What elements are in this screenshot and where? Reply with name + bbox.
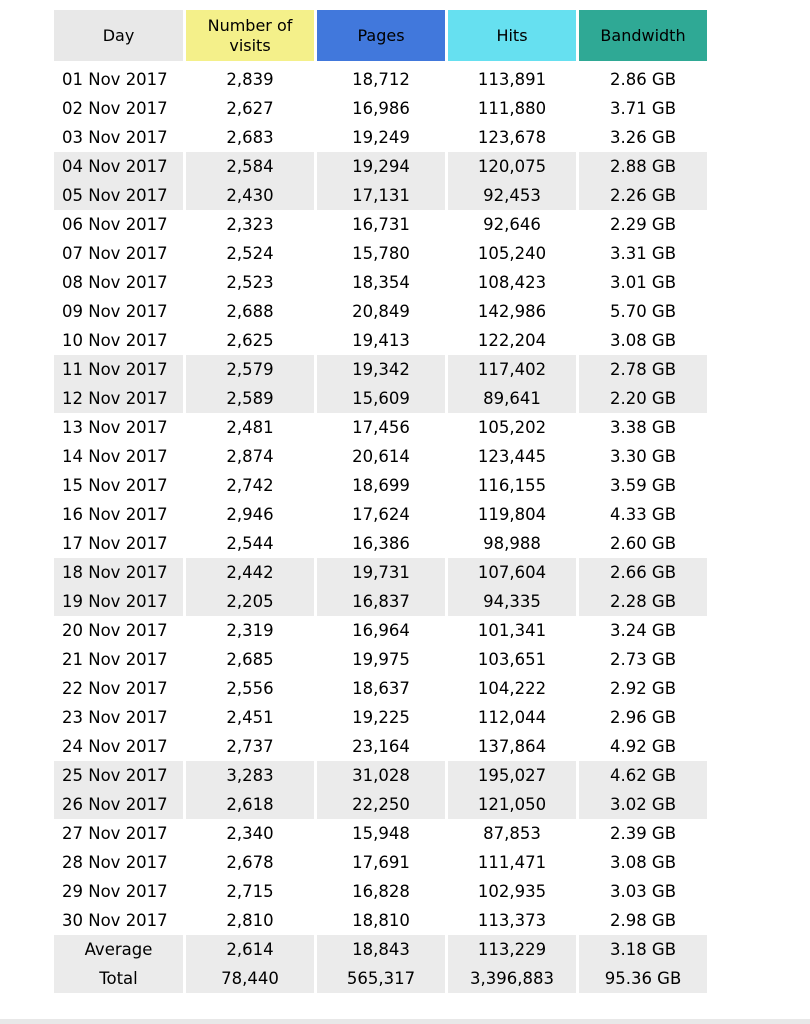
cell-pages: 19,342 [317,355,445,384]
cell-hits: 112,044 [477,708,547,727]
cell-day: 01 Nov 2017 [62,70,168,89]
table-row [54,674,707,703]
cell-visits: 2,556 [226,679,274,698]
table-row [54,471,707,500]
cell-pages: 17,131 [317,181,445,210]
cell-visits: 2,442 [186,558,314,587]
cell-visits: 2,946 [226,505,274,524]
cell-hits: 121,050 [448,790,576,819]
cell-visits: 2,685 [226,650,274,669]
cell-bandwidth: 4.62 GB [579,761,707,790]
cell-bandwidth: 3.71 GB [609,99,677,118]
cell-bandwidth: 2.73 GB [609,650,677,669]
cell-visits: 2,614 [186,935,314,964]
table-row [54,558,707,587]
cell-pages: 18,843 [317,935,445,964]
cell-pages: 19,413 [352,331,410,350]
cell-day: 27 Nov 2017 [62,824,168,843]
cell-hits: 111,471 [477,853,547,872]
cell-hits: 92,646 [483,215,541,234]
cell-visits: 2,589 [186,384,314,413]
cell-hits: 142,986 [477,302,547,321]
cell-hits: 195,027 [448,761,576,790]
cell-day: 06 Nov 2017 [62,215,168,234]
cell-visits: 2,678 [226,853,274,872]
cell-day: 03 Nov 2017 [62,128,168,147]
table-row [54,442,707,471]
cell-bandwidth: 3.03 GB [609,882,677,901]
cell-hits: 105,202 [477,418,547,437]
cell-pages: 17,624 [352,505,410,524]
cell-pages: 18,712 [352,70,410,89]
cell-visits: 2,627 [226,99,274,118]
cell-pages: 16,986 [352,99,410,118]
cell-bandwidth: 3.30 GB [609,447,677,466]
table-row [54,413,707,442]
cell-pages: 17,691 [352,853,410,872]
cell-hits: 3,396,883 [448,964,576,993]
table-row [54,355,707,384]
column-header-day: Day [54,10,183,65]
cell-hits: 108,423 [477,273,547,292]
table-row [54,587,707,616]
cell-pages: 17,456 [352,418,410,437]
cell-pages: 22,250 [317,790,445,819]
cell-bandwidth: 3.08 GB [609,331,677,350]
cell-visits: 2,584 [186,152,314,181]
table-row [54,761,707,790]
table-row [54,384,707,413]
cell-day: 04 Nov 2017 [54,152,183,181]
header-row [54,10,707,65]
cell-bandwidth: 2.66 GB [579,558,707,587]
cell-bandwidth: 2.88 GB [579,152,707,181]
cell-bandwidth: 2.92 GB [609,679,677,698]
cell-hits: 87,853 [483,824,541,843]
cell-bandwidth: 95.36 GB [579,964,707,993]
cell-visits: 2,544 [226,534,274,553]
cell-visits: 2,323 [226,215,274,234]
cell-bandwidth: 3.24 GB [609,621,677,640]
cell-visits: 2,742 [226,476,274,495]
cell-bandwidth: 3.59 GB [609,476,677,495]
cell-visits: 3,283 [186,761,314,790]
cell-pages: 19,249 [352,128,410,147]
table-row [54,65,707,94]
cell-visits: 2,451 [226,708,274,727]
cell-bandwidth: 3.02 GB [579,790,707,819]
cell-day: Total [54,964,183,993]
cell-visits: 2,688 [226,302,274,321]
cell-bandwidth: 2.20 GB [579,384,707,413]
cell-bandwidth: 4.33 GB [609,505,677,524]
cell-day: 02 Nov 2017 [62,99,168,118]
cell-bandwidth: 2.26 GB [579,181,707,210]
cell-hits: 104,222 [477,679,547,698]
table-row [54,529,707,558]
cell-hits: 119,804 [477,505,547,524]
cell-hits: 101,341 [477,621,547,640]
cell-hits: 98,988 [483,534,541,553]
cell-pages: 18,354 [352,273,410,292]
cell-visits: 2,839 [226,70,274,89]
cell-day: 05 Nov 2017 [54,181,183,210]
column-header-pages: Pages [317,10,445,65]
cell-day: 21 Nov 2017 [62,650,168,669]
cell-day: 16 Nov 2017 [62,505,168,524]
cell-pages: 16,386 [352,534,410,553]
cell-day: 19 Nov 2017 [54,587,183,616]
cell-visits: 2,737 [226,737,274,756]
cell-visits: 2,523 [226,273,274,292]
cell-visits: 2,618 [186,790,314,819]
cell-hits: 113,229 [448,935,576,964]
table-header [54,10,707,65]
cell-pages: 19,225 [352,708,410,727]
cell-visits: 2,205 [186,587,314,616]
cell-day: 25 Nov 2017 [54,761,183,790]
cell-day: 23 Nov 2017 [62,708,168,727]
column-header-bandwidth: Bandwidth [579,10,707,65]
cell-day: 08 Nov 2017 [62,273,168,292]
table-row [54,268,707,297]
table-row [54,152,707,181]
table-row [54,616,707,645]
cell-bandwidth: 2.78 GB [579,355,707,384]
cell-hits: 103,651 [477,650,547,669]
table-body [54,65,707,993]
cell-hits: 123,678 [477,128,547,147]
cell-visits: 2,340 [226,824,274,843]
cell-pages: 15,948 [352,824,410,843]
cell-day: 26 Nov 2017 [54,790,183,819]
table-row [54,877,707,906]
cell-bandwidth: 2.86 GB [609,70,677,89]
cell-bandwidth: 3.18 GB [579,935,707,964]
table-row [54,326,707,355]
cell-pages: 15,780 [352,244,410,263]
cell-hits: 137,864 [477,737,547,756]
cell-hits: 102,935 [477,882,547,901]
cell-bandwidth: 2.28 GB [579,587,707,616]
cell-pages: 565,317 [317,964,445,993]
cell-day: 20 Nov 2017 [62,621,168,640]
cell-day: 15 Nov 2017 [62,476,168,495]
cell-visits: 78,440 [186,964,314,993]
cell-visits: 2,715 [226,882,274,901]
daily-stats-table [51,10,710,993]
cell-hits: 123,445 [477,447,547,466]
table-row [54,94,707,123]
cell-day: 11 Nov 2017 [54,355,183,384]
cell-visits: 2,810 [226,911,274,930]
cell-pages: 20,614 [352,447,410,466]
cell-pages: 18,810 [352,911,410,930]
cell-day: 24 Nov 2017 [62,737,168,756]
cell-bandwidth: 3.08 GB [609,853,677,872]
cell-pages: 16,731 [352,215,410,234]
cell-visits: 2,481 [226,418,274,437]
cell-visits: 2,579 [186,355,314,384]
table-row [54,645,707,674]
cell-bandwidth: 3.38 GB [609,418,677,437]
table-row [54,500,707,529]
cell-bandwidth: 4.92 GB [609,737,677,756]
cell-hits: 111,880 [477,99,547,118]
total-row [54,964,707,993]
cell-bandwidth: 2.60 GB [609,534,677,553]
cell-pages: 15,609 [317,384,445,413]
cell-day: 13 Nov 2017 [62,418,168,437]
cell-day: 28 Nov 2017 [62,853,168,872]
cell-bandwidth: 2.29 GB [609,215,677,234]
average-row [54,935,707,964]
cell-day: Average [54,935,183,964]
cell-visits: 2,319 [226,621,274,640]
cell-day: 10 Nov 2017 [62,331,168,350]
cell-bandwidth: 2.98 GB [609,911,677,930]
cell-visits: 2,524 [226,244,274,263]
cell-bandwidth: 3.26 GB [609,128,677,147]
cell-hits: 94,335 [448,587,576,616]
cell-hits: 117,402 [448,355,576,384]
cell-hits: 122,204 [477,331,547,350]
cell-pages: 31,028 [317,761,445,790]
table-row [54,848,707,877]
cell-day: 07 Nov 2017 [62,244,168,263]
cell-day: 17 Nov 2017 [62,534,168,553]
cell-pages: 18,637 [352,679,410,698]
cell-pages: 18,699 [352,476,410,495]
cell-pages: 16,964 [352,621,410,640]
table-row [54,906,707,935]
cell-visits: 2,625 [226,331,274,350]
column-header-hits: Hits [448,10,576,65]
cell-day: 09 Nov 2017 [62,302,168,321]
cell-pages: 19,294 [317,152,445,181]
cell-bandwidth: 3.31 GB [609,244,677,263]
cell-day: 12 Nov 2017 [54,384,183,413]
cell-bandwidth: 2.96 GB [609,708,677,727]
table-row [54,703,707,732]
cell-pages: 19,975 [352,650,410,669]
table-row [54,210,707,239]
cell-hits: 113,373 [477,911,547,930]
cell-visits: 2,874 [226,447,274,466]
cell-day: 18 Nov 2017 [54,558,183,587]
cell-hits: 107,604 [448,558,576,587]
cell-visits: 2,683 [226,128,274,147]
table-row [54,297,707,326]
cell-bandwidth: 2.39 GB [609,824,677,843]
cell-pages: 20,849 [352,302,410,321]
cell-hits: 116,155 [477,476,547,495]
table-row [54,181,707,210]
cell-day: 22 Nov 2017 [62,679,168,698]
cell-pages: 19,731 [317,558,445,587]
cell-hits: 92,453 [448,181,576,210]
cell-day: 29 Nov 2017 [62,882,168,901]
cell-pages: 23,164 [352,737,410,756]
table-row [54,819,707,848]
table-row [54,123,707,152]
cell-pages: 16,837 [317,587,445,616]
table-row [54,732,707,761]
cell-day: 14 Nov 2017 [62,447,168,466]
cell-bandwidth: 3.01 GB [609,273,677,292]
table-row [54,790,707,819]
table-row [54,239,707,268]
column-header-visits: Number of visits [186,10,314,65]
cell-day: 30 Nov 2017 [62,911,168,930]
cell-bandwidth: 5.70 GB [609,302,677,321]
cell-hits: 120,075 [448,152,576,181]
cell-hits: 105,240 [477,244,547,263]
cell-hits: 113,891 [477,70,547,89]
cell-pages: 16,828 [352,882,410,901]
cell-hits: 89,641 [448,384,576,413]
page-bottom-edge [0,1019,810,1024]
cell-visits: 2,430 [186,181,314,210]
